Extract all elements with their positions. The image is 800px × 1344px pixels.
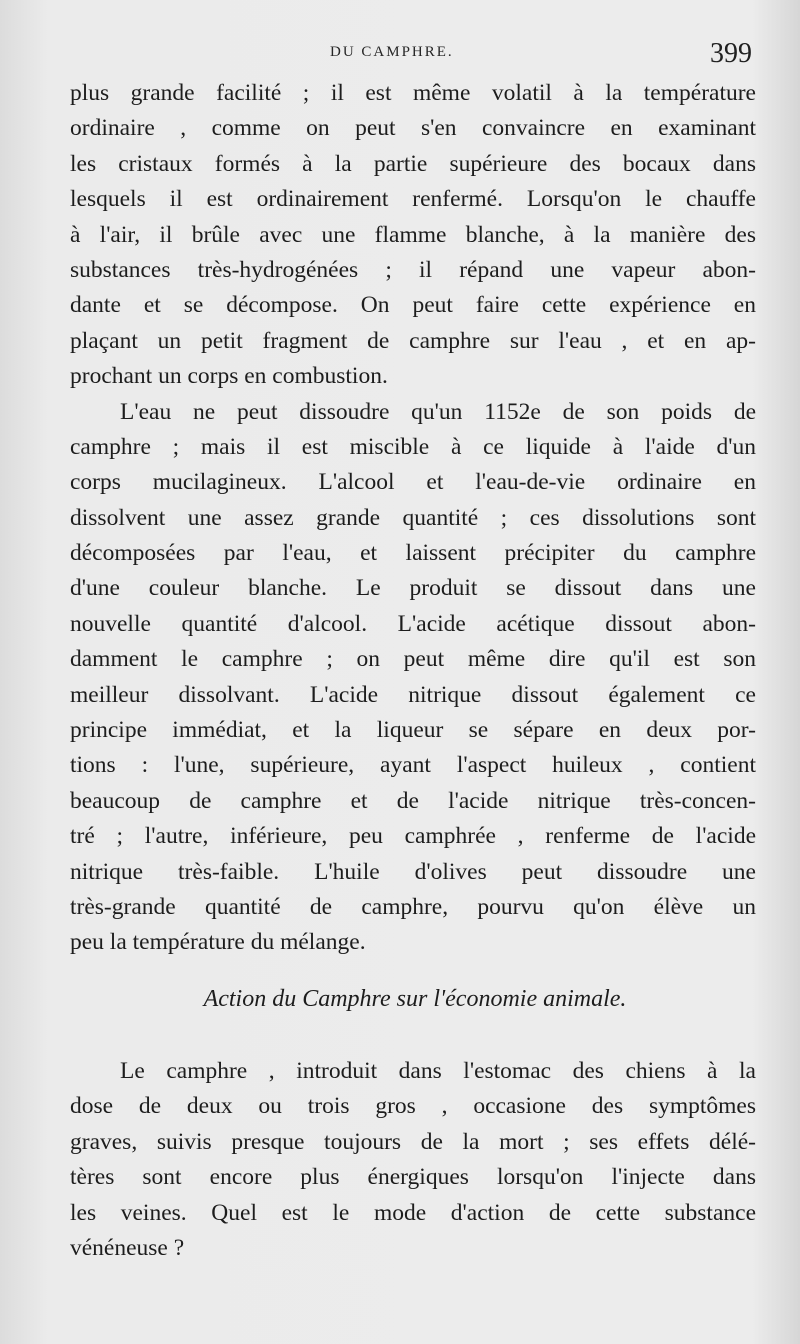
- text-line: très-grande quantité de camphre, pourvu qu'on élève un: [70, 893, 756, 920]
- main-text-block: [70, 76, 756, 961]
- text-line: nitrique très-faible. L'huile d'olives peut dissoudre une: [70, 858, 756, 885]
- text-line: d'une couleur blanche. Le produit se dissout dans une: [70, 575, 756, 602]
- text-line: prochant un corps en combustion.: [70, 363, 388, 390]
- text-line: lesquels il est ordinairement renfermé. Lorsqu'on le chauffe: [70, 186, 756, 213]
- text-line: beaucoup de camphre et de l'acide nitrique très-concen-: [70, 787, 756, 814]
- text-line: camphre ; mais il est miscible à ce liquide à l'aide d'un: [70, 433, 756, 460]
- text-line: graves, suivis presque toujours de la mort ; ses effets délé-: [70, 1128, 756, 1155]
- paragraph-1: [70, 76, 756, 395]
- text-line: dissolvent une assez grande quantité ; ces dissolutions sont: [70, 504, 756, 531]
- text-line: corps mucilagineux. L'alcool et l'eau-de-vie ordinaire en: [70, 469, 756, 496]
- running-head: [0, 38, 800, 68]
- text-line: Le camphre , introduit dans l'estomac des chiens à la: [120, 1058, 756, 1084]
- text-line: peu la température du mélange.: [70, 929, 366, 956]
- text-line: les veines. Quel est le mode d'action de cette substance: [70, 1199, 756, 1226]
- text-line: L'eau ne peut dissoudre qu'un 1152e de son poids de: [120, 398, 756, 425]
- text-line: nouvelle quantité d'alcool. L'acide acétique dissout abon-: [70, 610, 756, 637]
- text-line: ordinaire , comme on peut s'en convaincre en examinant: [70, 115, 756, 142]
- text-line: dose de deux ou trois gros , occasione des symptômes: [70, 1093, 756, 1120]
- page-number: 399: [710, 38, 752, 69]
- text-line: décomposées par l'eau, et laissent précipiter du camphre: [70, 540, 756, 567]
- text-line: plaçant un petit fragment de camphre sur l'eau , et en ap-: [70, 327, 756, 354]
- text-line: vénéneuse ?: [70, 1234, 185, 1261]
- text-line: à l'air, il brûle avec une flamme blanche, à la manière des: [70, 221, 756, 248]
- section-heading: Action du Camphre sur l'économie animale.: [203, 986, 627, 1012]
- text-line: tions : l'une, supérieure, ayant l'aspect huileux , contient: [70, 752, 756, 779]
- paragraph-3: [70, 1054, 756, 1266]
- paragraph-2: [70, 395, 756, 961]
- text-line: tères sont encore plus énergiques lorsqu'on l'injecte dans: [70, 1164, 756, 1191]
- text-line: meilleur dissolvant. L'acide nitrique dissout également ce: [70, 681, 756, 708]
- text-line: plus grande facilité ; il est même volatil à la température: [70, 80, 756, 106]
- text-line: substances très-hydrogénées ; il répand une vapeur abon-: [70, 256, 756, 283]
- text-line: damment le camphre ; on peut même dire qu'il est son: [70, 646, 756, 673]
- text-line: dante et se décompose. On peut faire cette expérience en: [70, 292, 756, 319]
- text-line: principe immédiat, et la liqueur se sépare en deux por-: [70, 717, 756, 744]
- text-line: les cristaux formés à la partie supérieure des bocaux dans: [70, 150, 756, 177]
- text-line: tré ; l'autre, inférieure, peu camphrée , renferme de l'acide: [70, 823, 756, 850]
- running-title: DU CAMPHRE.: [330, 44, 454, 60]
